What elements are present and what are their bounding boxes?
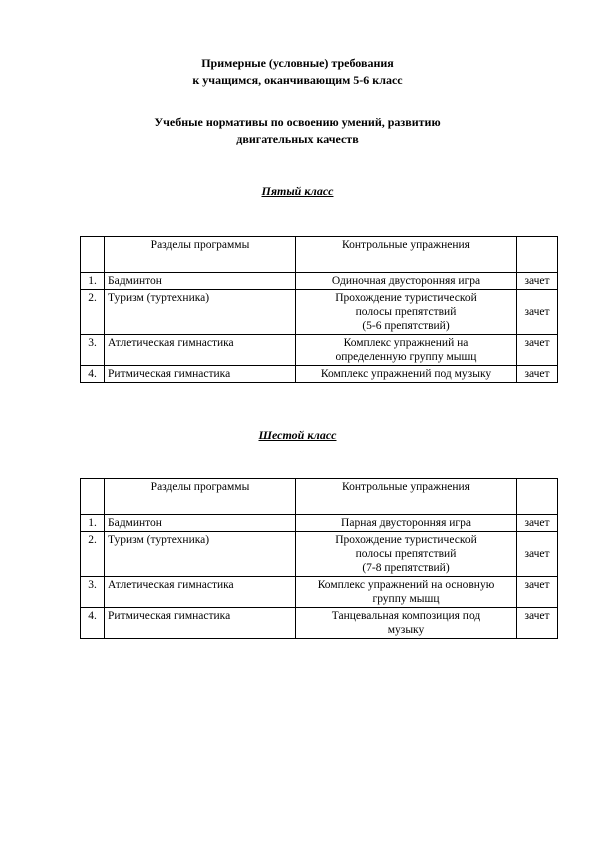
header-num-cell — [81, 479, 105, 515]
row-exercise — [296, 532, 517, 577]
section-title-grade5: Пятый класс — [261, 184, 334, 198]
row-exercise — [296, 608, 517, 639]
exercise-line: Комплекс упражнений на основную — [317, 579, 495, 591]
grade6-table — [80, 478, 558, 639]
row-num: 4. — [81, 608, 105, 639]
section-title-grade6: Шестой класс — [258, 428, 337, 442]
row-result: зачет — [517, 366, 558, 383]
table-header-row — [81, 237, 558, 273]
table-row — [81, 532, 558, 577]
header-section-cell: Разделы программы — [105, 237, 296, 273]
grade5-table — [80, 236, 558, 383]
exercise-line: Танцевальная композиция под — [331, 610, 481, 622]
row-num: 2. — [81, 290, 105, 335]
document-subtitle-line2: двигательных качеств — [236, 132, 359, 146]
exercise-line: Комплекс упражнений на — [343, 337, 469, 349]
row-result: зачет — [517, 532, 558, 577]
row-num: 3. — [81, 335, 105, 366]
document-title-line2: к учащимся, оканчивающим 5-6 класс — [192, 73, 403, 87]
exercise-line: Прохождение туристической — [335, 292, 477, 304]
table-row — [81, 335, 558, 366]
exercise-line: Одиночная двусторонняя игра — [331, 275, 481, 287]
row-result: зачет — [517, 577, 558, 608]
header-num-cell — [81, 237, 105, 273]
exercise-line: музыку — [387, 624, 425, 636]
row-num: 1. — [81, 515, 105, 532]
exercise-line: Комплекс упражнений под музыку — [320, 368, 492, 380]
exercise-line: полосы препятствий — [355, 548, 457, 560]
document-title-line1: Примерные (условные) требования — [201, 56, 394, 70]
row-result: зачет — [517, 515, 558, 532]
exercise-line: определенную группу мышц — [335, 351, 477, 363]
exercise-line: группу мышц — [372, 593, 440, 605]
row-section: Атлетическая гимнастика — [105, 335, 296, 366]
row-exercise — [296, 335, 517, 366]
header-result-cell — [517, 237, 558, 273]
header-result-cell — [517, 479, 558, 515]
row-exercise — [296, 273, 517, 290]
row-section: Бадминтон — [105, 273, 296, 290]
document-subtitle-line1: Учебные нормативы по освоению умений, развитию — [154, 115, 441, 129]
table-row — [81, 515, 558, 532]
row-section: Ритмическая гимнастика — [105, 608, 296, 639]
row-result: зачет — [517, 273, 558, 290]
table-row — [81, 577, 558, 608]
exercise-line: Парная двусторонняя игра — [341, 517, 471, 529]
table-row — [81, 290, 558, 335]
row-num: 4. — [81, 366, 105, 383]
row-section: Бадминтон — [105, 515, 296, 532]
row-result: зачет — [517, 290, 558, 335]
row-num: 2. — [81, 532, 105, 577]
row-exercise — [296, 577, 517, 608]
header-exercise-cell: Контрольные упражнения — [296, 479, 517, 515]
row-section: Туризм (туртехника) — [105, 532, 296, 577]
table-header-row — [81, 479, 558, 515]
row-section: Туризм (туртехника) — [105, 290, 296, 335]
row-result: зачет — [517, 608, 558, 639]
row-exercise — [296, 366, 517, 383]
row-num: 3. — [81, 577, 105, 608]
row-exercise — [296, 290, 517, 335]
header-exercise-cell: Контрольные упражнения — [296, 237, 517, 273]
row-section: Ритмическая гимнастика — [105, 366, 296, 383]
table-row — [81, 366, 558, 383]
table-row — [81, 608, 558, 639]
row-exercise — [296, 515, 517, 532]
exercise-line: (7-8 препятствий) — [362, 562, 450, 574]
exercise-line: Прохождение туристической — [335, 534, 477, 546]
header-section-cell: Разделы программы — [105, 479, 296, 515]
row-result: зачет — [517, 335, 558, 366]
exercise-line: (5-6 препятствий) — [362, 320, 450, 332]
exercise-line: полосы препятствий — [355, 306, 457, 318]
row-section: Атлетическая гимнастика — [105, 577, 296, 608]
row-num: 1. — [81, 273, 105, 290]
table-row — [81, 273, 558, 290]
